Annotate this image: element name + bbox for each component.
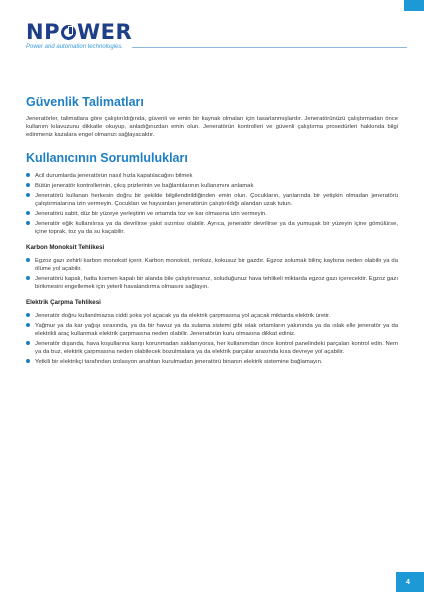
safety-title: Güvenlik Talimatları — [26, 95, 144, 109]
safety-intro: Jeneratörler, talimatlara göre çalıştırıldığında, güvenli ve emin bir kaynak olmaları için tasarlanmışlardır. Jeneratörünüzü çalıştırmadan önce kullanım kılavuzunu dikkatle okuyup, anladığınızdan emin olun. Jeneratörün kontrolleri ve güvenli çalıştırma prosedürleri hakkında bilgi edinmeniz kazalara engel olmanızı sağlayacaktır. — [26, 116, 398, 138]
bullet-icon — [26, 276, 30, 280]
carbon-list — [26, 257, 398, 291]
list-item: Bütün jeneratör kontrollerinin, çıkış prizlerinin ve bağlantılarının kullanımını anlamak — [26, 182, 398, 190]
page-header — [0, 0, 424, 60]
bullet-icon — [26, 183, 30, 187]
list-item: Jeneratörü sabit, düz bir yüzeye yerleştirin ve ortamda toz ve kar olmasına izin vermeyin. — [26, 210, 398, 218]
bullet-icon — [26, 359, 30, 363]
bullet-icon — [26, 173, 30, 177]
responsibilities-list — [26, 172, 398, 236]
list-item: Jeneratör eğik kullanılırsa ya da devrilirse yakıt sızıntısı olabilir. Ayrıca, jeneratör devrilirse ya da yumuşak bir yüzeyin içine gömülürse, içine toprak, toz ya da su kaçabilir. — [26, 220, 398, 236]
bullet-icon — [26, 193, 30, 197]
list-item: Yağmur ya da kar yağışı sırasında, ya da bir havuz ya da sulama sistemi gibi ıslak ortamların yakınında ya da ıslak elle jeneratör ya da elektrikli araç kullanmak elektrik çarpmasına neden olabilir. Jeneratörün kuru olmasına dikkat ediniz. — [26, 322, 398, 338]
list-item: Jeneratör doğru kullanılmazsa ciddi şoka yol açacak ya da elektrik çarpmasına yol açacak miktarda elektrik üretir. — [26, 312, 398, 320]
bullet-icon — [26, 313, 30, 317]
electric-title: Elektrik Çarpma Tehlikesi — [26, 299, 101, 306]
bullet-icon — [26, 341, 30, 345]
bullet-icon — [26, 221, 30, 225]
power-icon — [61, 25, 76, 40]
carbon-title: Karbon Monoksit Tehlikesi — [26, 244, 105, 251]
list-item: Acil durumlarda jeneratörün nasıl hızla kapatılacağını bilmek — [26, 172, 398, 180]
header-divider — [132, 47, 407, 48]
header-accent-bar — [404, 0, 424, 11]
responsibilities-title: Kullanıcının Sorumlulukları — [26, 151, 188, 165]
list-item: Yetkili bir elektrikçi tarafından izolasyon anahtarı kurulmadan jeneratörü binanın elektrik sistemine bağlamayın. — [26, 358, 398, 366]
list-item: Jeneratör dışarıda, hava koşullarına karşı korunmadan saklanıyorsa, her kullanımdan önce kontrol panelindeki parçaları kontrol edin. Nem ya da buz, elektrik çarpmasına neden olabilecek bozulmalara ya da elektrik parçalar arasında kısa devreye yol açabilir. — [26, 340, 398, 356]
bullet-icon — [26, 323, 30, 327]
list-item: Jeneratörü kullanan herkesin doğru bir şekilde bilgilendirildiğinden emin olun. Çocukların, yanlarında bir yetişkin olmadan jeneratörü çalıştırmalarına izin vermeyin. Çocukları ve hayvanları jeneratörün çalıştırıldığı alandan uzak tutun. — [26, 192, 398, 208]
bullet-icon — [26, 258, 30, 262]
logo-wordmark: N P WER — [26, 20, 133, 44]
logo-tagline: Power and automation technologies. — [26, 44, 124, 50]
page-number: 4 — [396, 572, 424, 592]
list-item: Egzoz gazı zehirli karbon monoksit içerir. Karbon monoksit, renksiz, kokusuz bir gazdır. Egzoz solumak bilinç kaybına neden olabilir ya da ölüme yol açabilir. — [26, 257, 398, 273]
list-item: Jeneratörü kapalı, hatta kısmen kapalı bir alanda bile çalıştırırsanız, soluduğunuz hava tehlikeli miktarda egzoz gazı içerecektir. Egzoz gazı birikmesini engellemek için yeterli havalandırma olmasını sağlayın. — [26, 275, 398, 291]
electric-list — [26, 312, 398, 366]
npower-logo — [26, 22, 132, 50]
bullet-icon — [26, 211, 30, 215]
page-content — [26, 95, 398, 368]
